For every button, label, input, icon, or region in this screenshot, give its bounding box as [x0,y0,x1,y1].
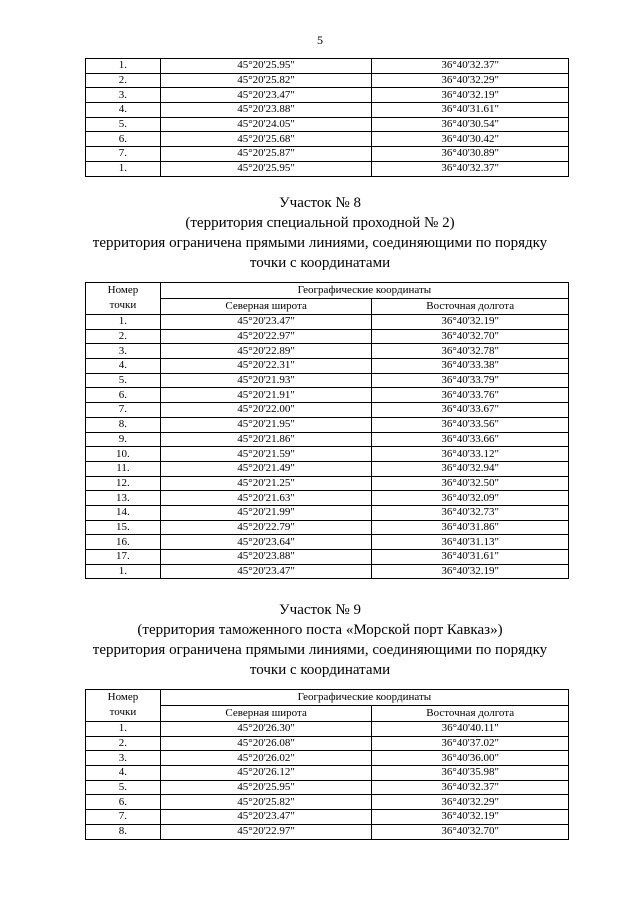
cell-longitude: 36°40'32.37" [372,780,569,795]
cell-latitude: 45°20'23.47" [160,315,372,330]
table-row [86,447,569,462]
cell-longitude: 36°40'32.37" [372,161,569,176]
cell-point-number: 17. [86,550,161,565]
cell-latitude: 45°20'25.95" [160,161,372,176]
cell-longitude: 36°40'32.19" [372,564,569,579]
table-body [86,59,569,177]
table-row [86,810,569,825]
cell-longitude: 36°40'32.29" [372,795,569,810]
table-row [86,373,569,388]
cell-longitude: 36°40'40.11" [372,722,569,737]
cell-longitude: 36°40'33.38" [372,359,569,374]
cell-longitude: 36°40'32.78" [372,344,569,359]
cell-point-number: 3. [86,751,161,766]
cell-longitude: 36°40'33.67" [372,403,569,418]
cell-longitude: 36°40'32.70" [372,329,569,344]
cell-longitude: 36°40'30.89" [372,147,569,162]
table-row [86,505,569,520]
cell-point-number: 6. [86,132,161,147]
cell-longitude: 36°40'36.00" [372,751,569,766]
cell-latitude: 45°20'21.93" [160,373,372,388]
cell-latitude: 45°20'21.99" [160,505,372,520]
cell-latitude: 45°20'23.64" [160,535,372,550]
cell-latitude: 45°20'21.86" [160,432,372,447]
coordinates-table-continuation [85,58,569,177]
table-row [86,550,569,565]
section-description: точки с координатами [249,662,391,678]
table-row [86,751,569,766]
cell-longitude: 36°40'31.86" [372,520,569,535]
section-subtitle: (территория специальной проходной № 2) [185,215,455,231]
cell-longitude: 36°40'32.73" [372,505,569,520]
cell-point-number: 11. [86,461,161,476]
cell-point-number: 15. [86,520,161,535]
cell-point-number: 1. [86,315,161,330]
column-header-point-number: Номер точки [86,283,161,315]
cell-point-number: 7. [86,403,161,418]
cell-latitude: 45°20'22.97" [160,824,372,839]
cell-longitude: 36°40'32.19" [372,88,569,103]
cell-longitude: 36°40'33.76" [372,388,569,403]
table-row [86,476,569,491]
cell-point-number: 2. [86,329,161,344]
cell-latitude: 45°20'22.97" [160,329,372,344]
cell-point-number: 13. [86,491,161,506]
cell-point-number: 8. [86,824,161,839]
table-row [86,491,569,506]
cell-latitude: 45°20'21.95" [160,417,372,432]
table-row [86,736,569,751]
cell-longitude: 36°40'32.37" [372,59,569,74]
table-row [86,59,569,74]
column-header-geo-coordinates: Географические координаты [160,283,568,299]
cell-point-number: 4. [86,359,161,374]
cell-latitude: 45°20'23.47" [160,810,372,825]
cell-latitude: 45°20'22.79" [160,520,372,535]
cell-point-number: 1. [86,564,161,579]
cell-longitude: 36°40'30.42" [372,132,569,147]
cell-longitude: 36°40'31.61" [372,103,569,118]
cell-latitude: 45°20'25.82" [160,73,372,88]
column-header-latitude: Северная широта [160,706,372,722]
cell-longitude: 36°40'32.70" [372,824,569,839]
table-body [86,722,569,840]
cell-point-number: 5. [86,117,161,132]
page-number: 5 [317,33,323,47]
column-header-longitude: Восточная долгота [372,299,569,315]
table-row [86,161,569,176]
cell-longitude: 36°40'31.61" [372,550,569,565]
table-row [86,88,569,103]
section-description: территория ограничена прямыми линиями, соединяющими по порядку [92,235,548,251]
table-row [86,795,569,810]
cell-point-number: 10. [86,447,161,462]
table-row [86,520,569,535]
cell-longitude: 36°40'33.66" [372,432,569,447]
cell-longitude: 36°40'32.09" [372,491,569,506]
cell-longitude: 36°40'33.56" [372,417,569,432]
cell-latitude: 45°20'21.63" [160,491,372,506]
coordinates-table-section-9 [85,689,569,840]
cell-latitude: 45°20'26.30" [160,722,372,737]
cell-longitude: 36°40'32.19" [372,810,569,825]
cell-point-number: 6. [86,795,161,810]
table-row [86,824,569,839]
cell-latitude: 45°20'23.47" [160,88,372,103]
table-row [86,117,569,132]
cell-latitude: 45°20'22.89" [160,344,372,359]
cell-point-number: 9. [86,432,161,447]
cell-longitude: 36°40'35.98" [372,766,569,781]
cell-point-number: 4. [86,766,161,781]
table-body [86,315,569,579]
cell-latitude: 45°20'26.02" [160,751,372,766]
table-row [86,132,569,147]
cell-longitude: 36°40'33.12" [372,447,569,462]
section-8-heading [0,193,640,273]
cell-latitude: 45°20'23.47" [160,564,372,579]
table-row [86,722,569,737]
table-row [86,417,569,432]
cell-point-number: 14. [86,505,161,520]
coordinates-table-section-8 [85,282,569,579]
cell-point-number: 12. [86,476,161,491]
cell-longitude: 36°40'32.29" [372,73,569,88]
cell-point-number: 7. [86,810,161,825]
cell-longitude: 36°40'37.02" [372,736,569,751]
table-row [86,403,569,418]
table-row [86,344,569,359]
section-description: точки с координатами [249,255,391,271]
section-title: Участок № 8 [279,195,361,211]
section-description: территория ограничена прямыми линиями, соединяющими по порядку [92,642,548,658]
cell-longitude: 36°40'30.54" [372,117,569,132]
cell-point-number: 16. [86,535,161,550]
cell-latitude: 45°20'25.82" [160,795,372,810]
cell-latitude: 45°20'23.88" [160,550,372,565]
table-row [86,766,569,781]
cell-longitude: 36°40'31.13" [372,535,569,550]
cell-latitude: 45°20'26.12" [160,766,372,781]
table-row [86,535,569,550]
column-header-geo-coordinates: Географические координаты [160,690,568,706]
cell-latitude: 45°20'21.49" [160,461,372,476]
column-header-longitude: Восточная долгота [372,706,569,722]
cell-point-number: 8. [86,417,161,432]
table-row [86,73,569,88]
cell-point-number: 5. [86,373,161,388]
cell-latitude: 45°20'25.68" [160,132,372,147]
cell-latitude: 45°20'25.87" [160,147,372,162]
cell-latitude: 45°20'25.95" [160,780,372,795]
cell-point-number: 6. [86,388,161,403]
table-row [86,388,569,403]
table-row [86,147,569,162]
cell-latitude: 45°20'21.25" [160,476,372,491]
section-title: Участок № 9 [279,602,361,618]
table-row [86,329,569,344]
cell-point-number: 3. [86,344,161,359]
cell-longitude: 36°40'33.79" [372,373,569,388]
cell-point-number: 7. [86,147,161,162]
table-row [86,359,569,374]
cell-point-number: 2. [86,73,161,88]
column-header-point-number: Номер точки [86,690,161,722]
cell-point-number: 1. [86,161,161,176]
cell-latitude: 45°20'24.05" [160,117,372,132]
cell-latitude: 45°20'21.91" [160,388,372,403]
section-subtitle: (территория таможенного поста «Морской порт Кавказ») [137,622,503,638]
table-row [86,564,569,579]
cell-point-number: 1. [86,722,161,737]
table-row [86,315,569,330]
cell-point-number: 3. [86,88,161,103]
cell-point-number: 2. [86,736,161,751]
section-9-heading [0,600,640,680]
cell-longitude: 36°40'32.50" [372,476,569,491]
cell-longitude: 36°40'32.19" [372,315,569,330]
table-row [86,461,569,476]
table-row [86,432,569,447]
cell-point-number: 5. [86,780,161,795]
cell-latitude: 45°20'22.31" [160,359,372,374]
table-row [86,103,569,118]
column-header-latitude: Северная широта [160,299,372,315]
cell-point-number: 1. [86,59,161,74]
cell-latitude: 45°20'21.59" [160,447,372,462]
cell-latitude: 45°20'25.95" [160,59,372,74]
cell-latitude: 45°20'23.88" [160,103,372,118]
cell-latitude: 45°20'26.08" [160,736,372,751]
table-row [86,780,569,795]
cell-latitude: 45°20'22.00" [160,403,372,418]
cell-point-number: 4. [86,103,161,118]
cell-longitude: 36°40'32.94" [372,461,569,476]
